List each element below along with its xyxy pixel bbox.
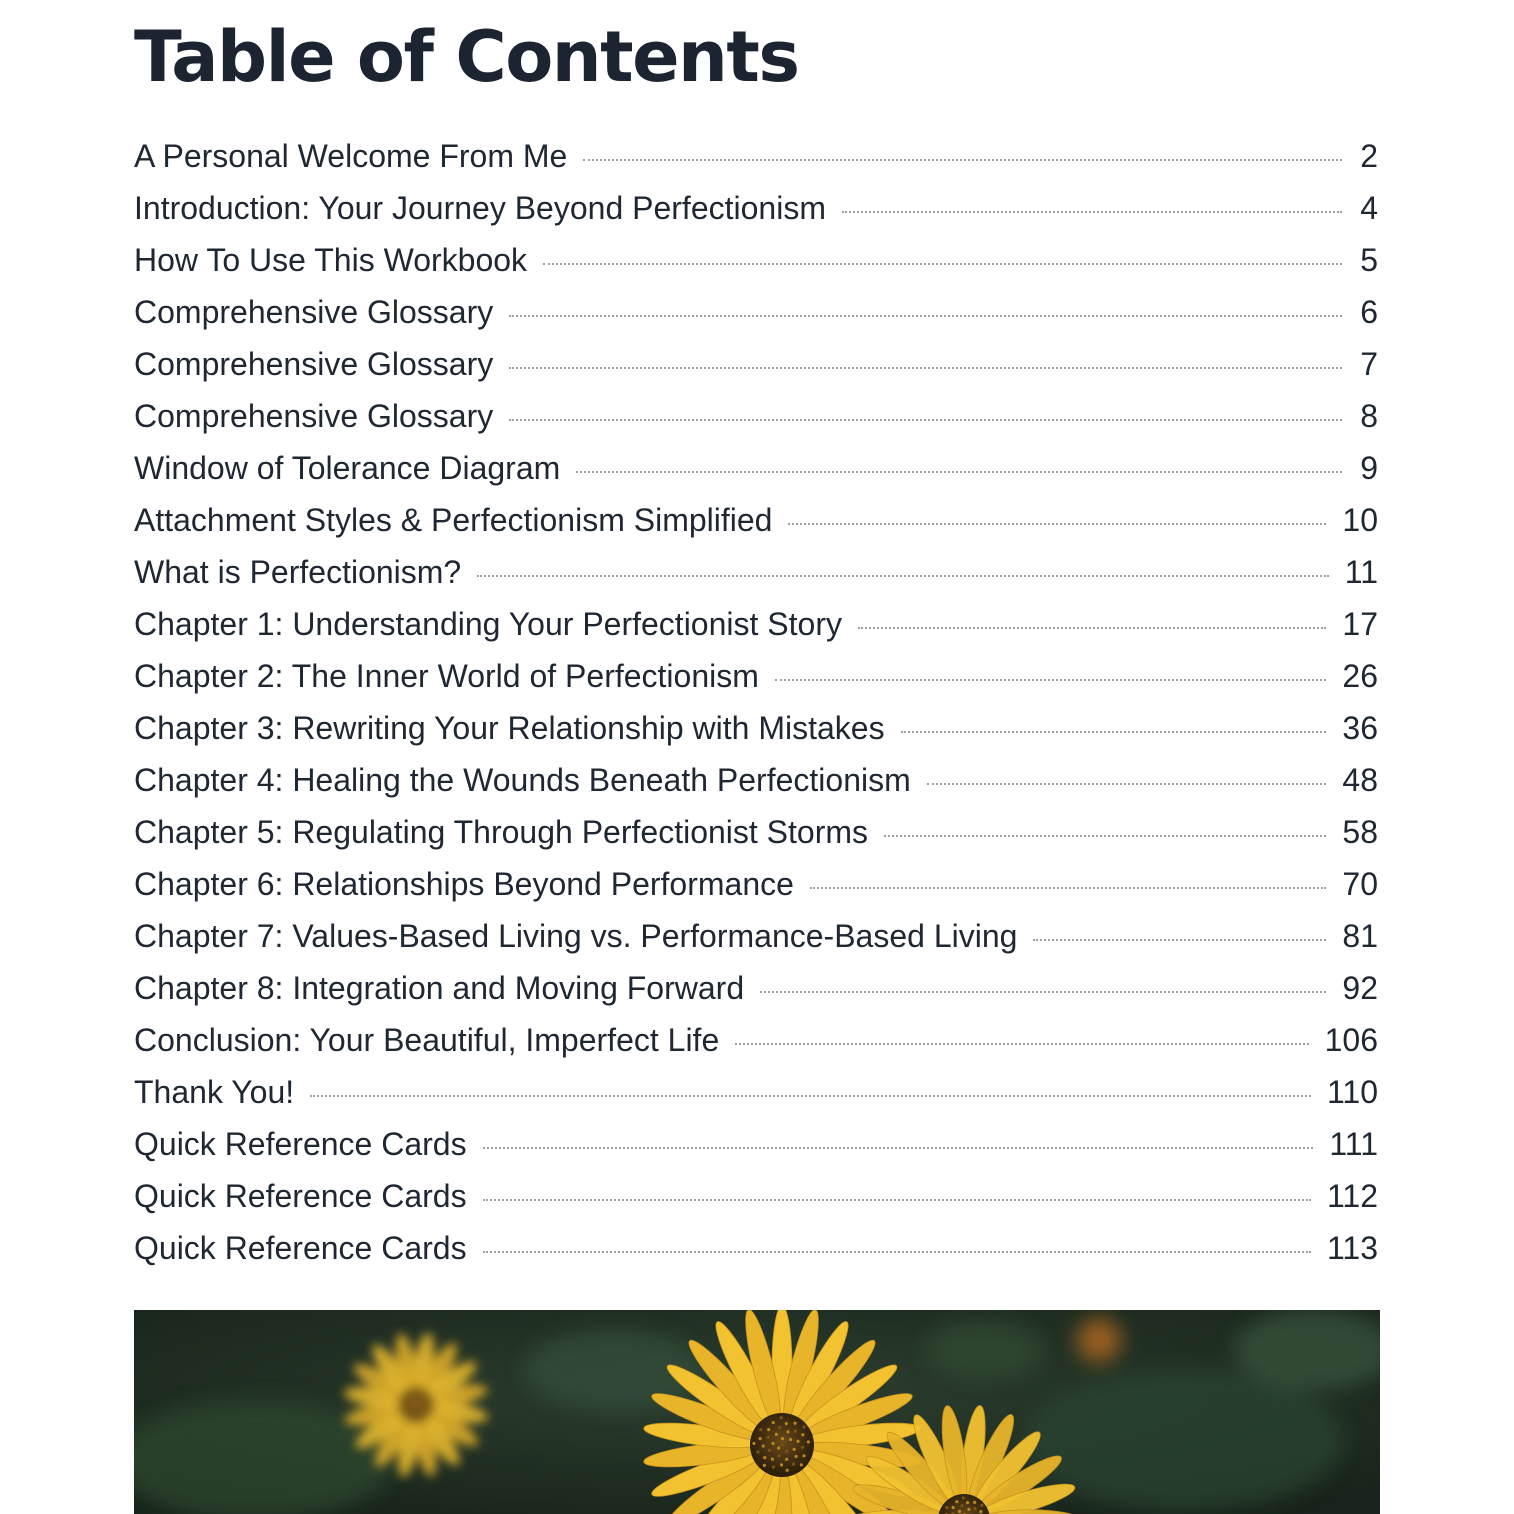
seed-dot — [785, 1422, 788, 1425]
toc-entry-label: Introduction: Your Journey Beyond Perfectionism — [134, 190, 826, 226]
seed-dot — [801, 1446, 804, 1449]
seed-dot — [414, 1415, 417, 1418]
seed-dot — [404, 1415, 407, 1418]
toc-entry-label: Comprehensive Glossary — [134, 346, 494, 382]
toc-entry-page-number: 11 — [1344, 554, 1378, 590]
seed-dot — [414, 1388, 417, 1391]
seed-dot — [417, 1411, 420, 1414]
toc-entry-page-number: 4 — [1360, 190, 1378, 226]
toc-entry-page-number: 111 — [1329, 1126, 1378, 1162]
seed-dot — [426, 1398, 429, 1401]
toc-entry-page-number: 92 — [1342, 970, 1378, 1006]
toc-entry-label: Comprehensive Glossary — [134, 294, 494, 330]
dot-leader — [509, 315, 1342, 317]
toc-entry-label: Quick Reference Cards — [134, 1126, 467, 1162]
toc-entry-label: Chapter 8: Integration and Moving Forward — [134, 970, 745, 1006]
dot-leader — [901, 731, 1327, 733]
seed-dot — [418, 1396, 421, 1399]
toc-entry-page-number: 112 — [1326, 1178, 1378, 1214]
seed-dot — [409, 1411, 412, 1414]
dot-leader — [583, 159, 1342, 161]
seed-dot — [763, 1456, 766, 1459]
seed-dot — [429, 1402, 432, 1405]
seed-dot — [979, 1510, 982, 1513]
seed-dot — [421, 1414, 424, 1417]
seed-dot — [404, 1404, 407, 1407]
seed-dot — [421, 1406, 424, 1409]
seed-dot — [413, 1409, 416, 1412]
toc-entry-page-number: 110 — [1326, 1074, 1378, 1110]
seed-dot — [767, 1428, 770, 1431]
seed-dot — [772, 1465, 775, 1468]
seed-dot — [800, 1463, 803, 1466]
seed-dot — [425, 1415, 428, 1418]
toc-list — [134, 130, 1378, 1274]
seed-dot — [945, 1506, 948, 1509]
toc-entry-page-number: 58 — [1342, 814, 1378, 850]
seed-dot — [780, 1416, 783, 1419]
seed-dot — [775, 1433, 778, 1436]
toc-entry-page-number: 5 — [1360, 242, 1378, 278]
seed-dot — [777, 1446, 780, 1449]
toc-entry-label: Thank You! — [134, 1074, 295, 1110]
toc-entry[interactable] — [134, 1014, 1378, 1066]
toc-entry[interactable] — [134, 1222, 1378, 1274]
dot-leader — [927, 783, 1327, 785]
seed-dot — [801, 1433, 804, 1436]
dot-leader — [509, 419, 1342, 421]
toc-entry-page-number: 70 — [1342, 866, 1378, 902]
page-title: Table of Contents — [134, 16, 799, 98]
seed-dot — [409, 1403, 412, 1406]
toc-entry[interactable] — [134, 962, 1378, 1014]
toc-entry[interactable] — [134, 754, 1378, 806]
seed-dot — [413, 1405, 416, 1408]
toc-entry[interactable] — [134, 442, 1378, 494]
toc-entry-page-number: 81 — [1342, 918, 1378, 954]
toc-entry[interactable] — [134, 234, 1378, 286]
seed-dot — [780, 1463, 783, 1466]
toc-entry-page-number: 113 — [1326, 1230, 1378, 1266]
seed-dot — [407, 1399, 410, 1402]
flower-photo — [134, 1310, 1380, 1514]
toc-entry[interactable] — [134, 390, 1378, 442]
dot-leader — [576, 471, 1342, 473]
toc-entry[interactable] — [134, 806, 1378, 858]
toc-entry[interactable] — [134, 702, 1378, 754]
dot-leader — [884, 835, 1326, 837]
seed-dot — [802, 1425, 805, 1428]
seed-dot — [962, 1496, 965, 1499]
seed-dot — [780, 1443, 783, 1446]
seed-dot — [793, 1448, 796, 1451]
toc-entry[interactable] — [134, 546, 1378, 598]
dot-leader — [543, 263, 1342, 265]
seed-dot — [402, 1400, 405, 1403]
dot-leader — [310, 1095, 1311, 1097]
toc-entry-label: Chapter 3: Rewriting Your Relationship with Mistakes — [134, 710, 885, 746]
toc-entry-page-number: 26 — [1342, 658, 1378, 694]
seed-dot — [973, 1501, 976, 1504]
seed-dot — [399, 1403, 402, 1406]
dot-leader — [788, 523, 1326, 525]
seed-dot — [423, 1401, 426, 1404]
toc-entry-label: Chapter 1: Understanding Your Perfectionist Story — [134, 606, 842, 642]
seed-dot — [759, 1428, 762, 1431]
dot-leader — [483, 1147, 1314, 1149]
toc-entry[interactable] — [134, 130, 1378, 182]
seed-dot — [793, 1422, 796, 1425]
toc-entry[interactable] — [134, 1118, 1378, 1170]
flower-photo-image — [134, 1310, 1380, 1514]
seed-dot — [417, 1407, 420, 1410]
seed-dot — [409, 1391, 412, 1394]
seed-dot — [426, 1405, 429, 1408]
seed-dot — [759, 1437, 762, 1440]
seed-dot — [411, 1397, 414, 1400]
dot-leader — [810, 887, 1326, 889]
toc-entry-label: A Personal Welcome From Me — [134, 138, 568, 174]
toc-entry-page-number: 17 — [1342, 606, 1378, 642]
toc-page — [134, 0, 1380, 1514]
toc-entry-page-number: 2 — [1360, 138, 1378, 174]
seed-dot — [419, 1400, 422, 1403]
seed-dot — [427, 1393, 430, 1396]
toc-entry[interactable] — [134, 286, 1378, 338]
seed-dot — [789, 1438, 792, 1441]
seed-dot — [967, 1508, 970, 1511]
seed-dot — [771, 1457, 774, 1460]
seed-dot — [427, 1409, 430, 1412]
seed-dot — [771, 1442, 774, 1445]
toc-entry-label: Chapter 4: Healing the Wounds Beneath Perfectionism — [134, 762, 911, 798]
seed-dot — [955, 1500, 958, 1503]
seed-dot — [794, 1430, 797, 1433]
seed-dot — [958, 1510, 961, 1513]
seed-dot — [807, 1440, 810, 1443]
toc-entry-page-number: 9 — [1360, 450, 1378, 486]
seed-dot — [768, 1449, 771, 1452]
seed-dot — [778, 1454, 781, 1457]
seed-dot — [960, 1504, 963, 1507]
dot-leader — [858, 627, 1326, 629]
dot-leader — [775, 679, 1327, 681]
seed-dot — [802, 1454, 805, 1457]
toc-entry-label: Chapter 2: The Inner World of Perfectionism — [134, 658, 759, 694]
dot-leader — [483, 1199, 1311, 1201]
toc-entry-page-number: 106 — [1324, 1022, 1378, 1058]
seed-dot — [796, 1440, 799, 1443]
toc-entry-page-number: 7 — [1360, 346, 1378, 382]
toc-entry-page-number: 6 — [1360, 294, 1378, 330]
dot-leader — [842, 211, 1342, 213]
toc-entry-label: Chapter 5: Regulating Through Perfectionist Storms — [134, 814, 869, 850]
seed-dot — [401, 1407, 404, 1410]
seed-dot — [407, 1395, 410, 1398]
seed-dot — [422, 1410, 425, 1413]
toc-entry-label: Conclusion: Your Beautiful, Imperfect Life — [134, 1022, 720, 1058]
toc-entry-label: Comprehensive Glossary — [134, 398, 494, 434]
seed-dot — [415, 1400, 418, 1403]
seed-dot — [786, 1469, 789, 1472]
seed-dot — [792, 1462, 795, 1465]
toc-entry-page-number: 48 — [1342, 762, 1378, 798]
toc-entry[interactable] — [134, 1170, 1378, 1222]
seed-dot — [756, 1450, 759, 1453]
seed-dot — [778, 1426, 781, 1429]
seed-dot — [422, 1396, 425, 1399]
dot-leader — [477, 575, 1329, 577]
toc-entry-label: How To Use This Workbook — [134, 242, 528, 278]
toc-entry-page-number: 10 — [1342, 502, 1378, 538]
dot-leader — [735, 1043, 1308, 1045]
seed-dot — [767, 1436, 770, 1439]
seed-dot — [752, 1442, 755, 1445]
seed-dot — [417, 1418, 420, 1421]
seed-dot — [417, 1391, 420, 1394]
toc-entry[interactable] — [134, 338, 1378, 390]
seed-dot — [772, 1421, 775, 1424]
toc-entry-label: What is Perfectionism? — [134, 554, 462, 590]
seed-dot — [980, 1504, 983, 1507]
seed-dot — [762, 1444, 765, 1447]
seed-dot — [795, 1455, 798, 1458]
seed-dot — [785, 1458, 788, 1461]
dot-leader — [483, 1251, 1311, 1253]
seed-dot — [966, 1501, 969, 1504]
toc-entry-label: Attachment Styles & Perfectionism Simplified — [134, 502, 773, 538]
seed-dot — [422, 1391, 425, 1394]
seed-dot — [402, 1395, 405, 1398]
toc-entry[interactable] — [134, 910, 1378, 962]
seed-dot — [786, 1430, 789, 1433]
toc-entry-page-number: 8 — [1360, 398, 1378, 434]
toc-entry-label: Window of Tolerance Diagram — [134, 450, 561, 486]
seed-dot — [781, 1437, 784, 1440]
toc-entry[interactable] — [134, 494, 1378, 546]
toc-entry-label: Chapter 6: Relationships Beyond Performance — [134, 866, 794, 902]
toc-entry[interactable] — [134, 858, 1378, 910]
toc-entry-label: Quick Reference Cards — [134, 1178, 467, 1214]
seed-dot — [763, 1464, 766, 1467]
seed-dot — [952, 1506, 955, 1509]
toc-entry[interactable] — [134, 650, 1378, 702]
dot-leader — [760, 991, 1326, 993]
seed-dot — [413, 1394, 416, 1397]
toc-entry[interactable] — [134, 182, 1378, 234]
seed-dot — [785, 1450, 788, 1453]
toc-entry-label: Quick Reference Cards — [134, 1230, 467, 1266]
toc-entry[interactable] — [134, 598, 1378, 650]
dot-leader — [1033, 939, 1326, 941]
dot-leader — [509, 367, 1342, 369]
seed-dot — [405, 1410, 408, 1413]
toc-entry[interactable] — [134, 1066, 1378, 1118]
seed-dot — [973, 1507, 976, 1510]
seed-dot — [407, 1406, 410, 1409]
toc-entry-page-number: 36 — [1342, 710, 1378, 746]
toc-entry-label: Chapter 7: Values-Based Living vs. Performance-Based Living — [134, 918, 1018, 954]
seed-dot — [410, 1416, 413, 1419]
